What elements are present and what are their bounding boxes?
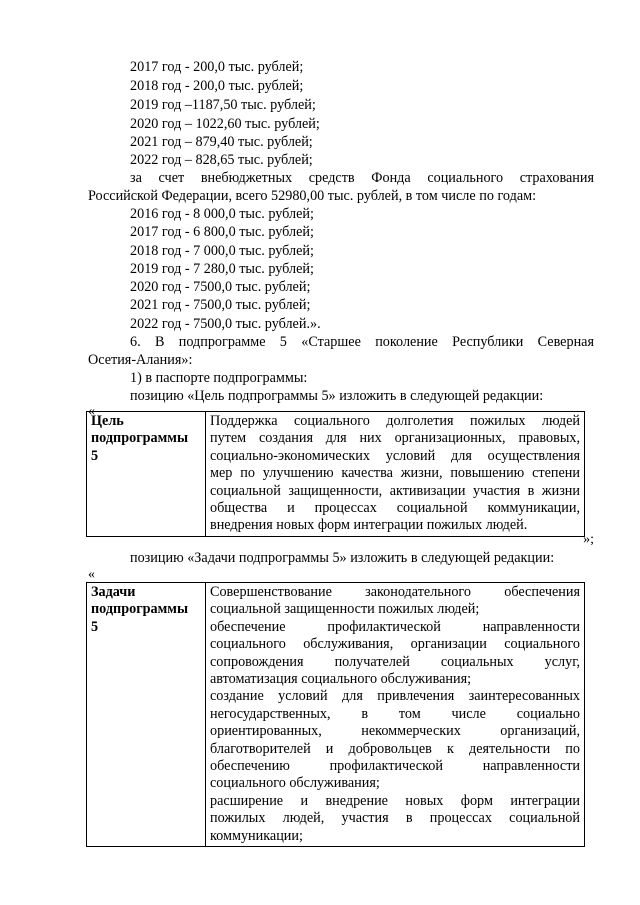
content-line: благотворителей и добровольцев к деятельности по (210, 740, 580, 757)
content-line: социального обслуживания; (210, 775, 380, 792)
label-line: 5 (91, 447, 99, 464)
label-line: подпрограммы (91, 430, 189, 447)
content-line: расширение и внедрение новых форм интеграции (210, 792, 580, 809)
content-line: социальной защищенности пожилых людей; (210, 601, 480, 618)
funding-line: 2021 год - 7500,0 тыс. рублей; (130, 297, 311, 313)
tasks-table (86, 582, 585, 847)
item6-heading-line: Осетия-Алания»: (88, 352, 193, 368)
content-line: автоматизация социального обслуживания; (210, 671, 472, 688)
content-line: создание условий для привлечения заинтересованных (210, 688, 580, 705)
passport-line: 1) в паспорте подпрограммы: (130, 370, 308, 386)
funding-line: 2018 год - 200,0 тыс. рублей; (130, 78, 304, 94)
content-line: социального обслуживания, организации социального (210, 636, 580, 653)
open-quote: « (88, 404, 95, 419)
content-line: Поддержка социального долголетия пожилых людей (210, 413, 580, 429)
tasks-intro-line: позицию «Задачи подпрограммы 5» изложить в следующей редакции: (130, 550, 555, 566)
content-line: обеспечение профилактической направленности (210, 618, 580, 635)
content-line: сопровождения получателей социальных услуг, (210, 653, 580, 670)
tasks-content-cell (206, 583, 585, 847)
close-quote: »; (583, 532, 594, 547)
label-line: Цель (91, 413, 124, 429)
content-line: негосударственных, в том числе социально (210, 705, 580, 722)
funding-line: 2020 год – 1022,60 тыс. рублей; (130, 116, 320, 132)
label-line: подпрограммы (91, 601, 189, 618)
funding-line: 2022 год – 828,65 тыс. рублей; (130, 152, 313, 168)
open-quote: « (88, 567, 95, 582)
funding-line: 2016 год - 8 000,0 тыс. рублей; (130, 206, 314, 222)
content-line: общества и процессах социальной коммуникации, (210, 500, 580, 517)
funding-line: 2022 год - 7500,0 тыс. рублей.». (130, 316, 321, 332)
content-line: путем создания для них организационных, правовых, (210, 430, 580, 447)
content-line: Совершенствование законодательного обеспечения (210, 584, 580, 600)
funding-line: 2018 год - 7 000,0 тыс. рублей; (130, 243, 314, 259)
content-line: социальной защищенности, активизации участия в жизни (210, 482, 580, 499)
content-line: коммуникации; (210, 827, 303, 844)
fss-intro-line: Российской Федерации, всего 52980,00 тыс. рублей, в том числе по годам: (88, 188, 537, 204)
table-row (87, 583, 585, 847)
tasks-label-cell (87, 583, 206, 847)
label-line: 5 (91, 618, 99, 635)
content-line: пожилых людей, участия в процессах социальной (210, 810, 580, 827)
funding-line: 2021 год – 879,40 тыс. рублей; (130, 134, 313, 150)
funding-line: 2020 год - 7500,0 тыс. рублей; (130, 279, 311, 295)
goal-label-cell (87, 412, 206, 537)
content-line: социально-экономических условий для осуществления (210, 447, 580, 464)
label-line: Задачи (91, 584, 136, 600)
content-line: обеспечению профилактической направленности (210, 758, 580, 775)
table-row (87, 412, 585, 537)
funding-line: 2019 год - 7 280,0 тыс. рублей; (130, 261, 314, 277)
funding-line: 2019 год –1187,50 тыс. рублей; (130, 97, 316, 113)
funding-line: 2017 год - 6 800,0 тыс. рублей; (130, 224, 314, 240)
content-line: внедрения новых форм интеграции пожилых людей. (210, 517, 528, 534)
item6-heading-line: 6. В подпрограмме 5 «Старшее поколение Республики Северная (130, 334, 594, 350)
goal-table (86, 411, 585, 537)
funding-line: 2017 год - 200,0 тыс. рублей; (130, 59, 304, 75)
fss-intro-line: за счет внебюджетных средств Фонда социального страхования (130, 170, 594, 186)
goal-intro-line: позицию «Цель подпрограммы 5» изложить в следующей редакции: (130, 388, 544, 404)
content-line: мер по улучшению качества жизни, повышению степени (210, 465, 580, 482)
goal-content-cell (206, 412, 585, 537)
content-line: ориентированных, некоммерческих организаций, (210, 723, 580, 740)
